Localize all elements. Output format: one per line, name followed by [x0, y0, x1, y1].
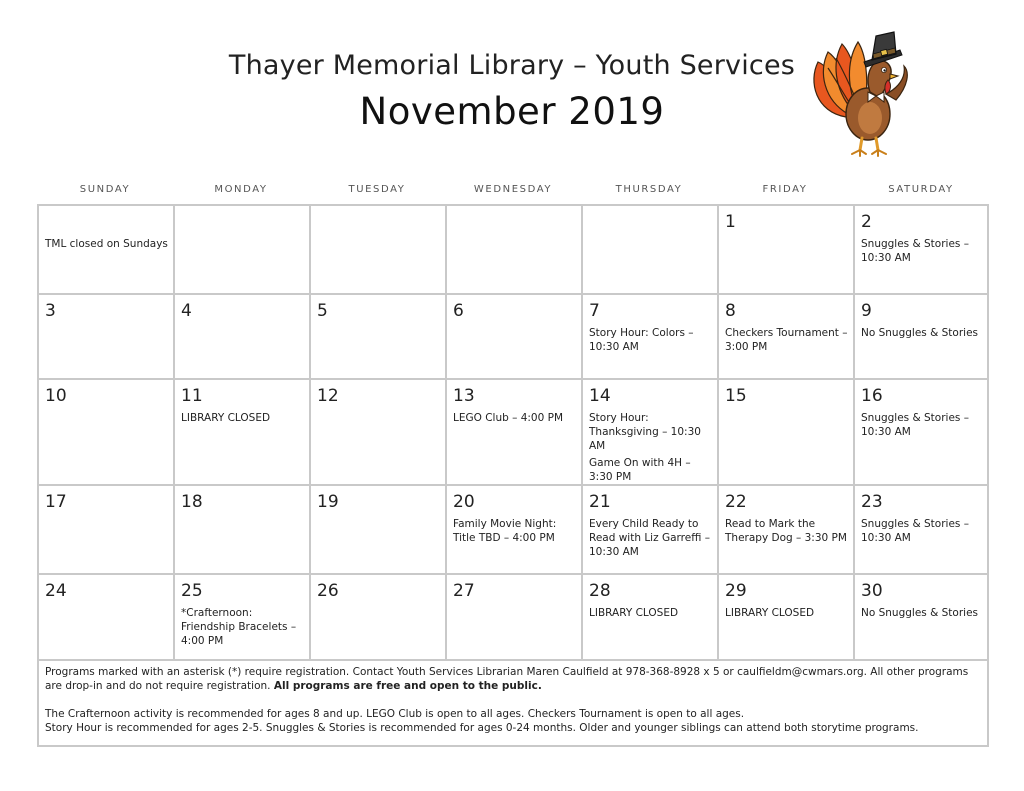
- day-cell: [582, 485, 718, 574]
- day-number: 13: [453, 386, 475, 406]
- day-cell: [718, 485, 854, 574]
- event-text: Snuggles & Stories – 10:30 AM: [861, 518, 969, 544]
- day-number: 20: [453, 492, 475, 512]
- day-number: 2: [861, 212, 872, 232]
- day-cell: [446, 379, 582, 485]
- day-cell: [446, 574, 582, 660]
- day-cell: [854, 379, 988, 485]
- week-row: [38, 294, 988, 379]
- day-cell: [718, 379, 854, 485]
- weekday-header-tuesday: TUESDAY: [348, 184, 406, 195]
- event-text: Story Hour: Colors – 10:30 AM: [589, 327, 694, 353]
- day-cell: [174, 379, 310, 485]
- day-number: 4: [181, 301, 192, 321]
- weekday-header-friday: FRIDAY: [762, 184, 808, 195]
- day-cell: [38, 294, 174, 379]
- day-number: 16: [861, 386, 883, 406]
- notes-row: [38, 660, 988, 746]
- event-text: Snuggles & Stories – 10:30 AM: [861, 238, 969, 264]
- week-row: [38, 379, 988, 485]
- event-text: *Crafternoon: Friendship Bracelets – 4:00 PM: [181, 607, 297, 647]
- day-cell: [38, 379, 174, 485]
- day-cell: [718, 574, 854, 660]
- day-cell: [38, 574, 174, 660]
- day-number: 17: [45, 492, 67, 512]
- day-cell: [718, 294, 854, 379]
- day-number: 9: [861, 301, 872, 321]
- event-text: No Snuggles & Stories: [861, 607, 979, 619]
- day-cell: [582, 294, 718, 379]
- day-number: 3: [45, 301, 56, 321]
- weekday-header-sunday: SUNDAY: [79, 184, 131, 195]
- day-cell-empty: [582, 205, 718, 294]
- day-number: 26: [317, 581, 339, 601]
- event-text: Checkers Tournament – 3:00 PM: [725, 327, 848, 353]
- day-cell: [854, 485, 988, 574]
- week-row: [38, 485, 988, 574]
- week-row: [38, 574, 988, 660]
- event-text: No Snuggles & Stories: [861, 327, 979, 339]
- day-number: 19: [317, 492, 339, 512]
- closed-note: TML closed on Sundays: [45, 238, 168, 250]
- day-number: 30: [861, 581, 883, 601]
- event-text: LIBRARY CLOSED: [725, 607, 815, 619]
- program-notes: [39, 661, 987, 741]
- registration-text: Programs marked with an asterisk (*) require registration. Contact Youth Services Librarian Maren Caulfield at 978-368-8928 x 5 or caulfieldm@cwmars.org. All other programs are drop-in and do not require registration.: [45, 666, 969, 692]
- free-programs-note: All programs are free and open to the public.: [273, 680, 542, 692]
- ages-note-1: The Crafternoon activity is recommended for ages 8 and up. LEGO Club is open to all ages. Checkers Tournament is open to all ages.: [45, 708, 745, 720]
- day-cell: [854, 205, 988, 294]
- weekday-header-monday: MONDAY: [214, 184, 268, 195]
- registration-note: [45, 665, 981, 693]
- week-row: [38, 205, 988, 294]
- day-number: 10: [45, 386, 67, 406]
- day-cell: [310, 294, 446, 379]
- month-heading: November 2019: [359, 90, 665, 133]
- day-number: 18: [181, 492, 203, 512]
- day-cell: [174, 485, 310, 574]
- day-cell: [38, 485, 174, 574]
- weekday-header-thursday: THURSDAY: [615, 184, 683, 195]
- day-number: 6: [453, 301, 464, 321]
- event-text: Snuggles & Stories – 10:30 AM: [861, 412, 969, 438]
- day-number: 1: [725, 212, 736, 232]
- day-number: 5: [317, 301, 328, 321]
- library-title: Thayer Memorial Library – Youth Services: [228, 50, 796, 81]
- day-cell: [582, 379, 718, 485]
- weekday-header-saturday: SATURDAY: [888, 184, 954, 195]
- event-text: Story Hour: Thanksgiving – 10:30 AM: [589, 412, 701, 452]
- day-number: 29: [725, 581, 747, 601]
- day-number: 24: [45, 581, 67, 601]
- event-text: Family Movie Night: Title TBD – 4:00 PM: [453, 518, 557, 544]
- event-text: Game On with 4H – 3:30 PM: [589, 457, 691, 483]
- day-number: 15: [725, 386, 747, 406]
- day-number: 28: [589, 581, 611, 601]
- day-cell: [310, 574, 446, 660]
- event-text: Read to Mark the Therapy Dog – 3:30 PM: [725, 518, 847, 544]
- day-cell: [854, 294, 988, 379]
- day-number: 23: [861, 492, 883, 512]
- ages-note-2: Story Hour is recommended for ages 2-5. Snuggles & Stories is recommended for ages 0-24 months. Older and younger siblings can attend both storytime programs.: [45, 722, 919, 734]
- day-number: 22: [725, 492, 747, 512]
- day-number: 8: [725, 301, 736, 321]
- day-number: 7: [589, 301, 600, 321]
- event-text: LIBRARY CLOSED: [589, 607, 679, 619]
- day-cell-empty: [174, 205, 310, 294]
- day-cell: [174, 574, 310, 660]
- event-text: LEGO Club – 4:00 PM: [453, 412, 564, 424]
- day-number: 11: [181, 386, 203, 406]
- day-cell: [446, 485, 582, 574]
- day-cell: [446, 294, 582, 379]
- day-number: 14: [589, 386, 611, 406]
- day-cell: [854, 574, 988, 660]
- turkey-pilgrim-hat-icon: [806, 22, 926, 157]
- day-cell: [718, 205, 854, 294]
- calendar-grid: [37, 204, 989, 747]
- day-cell-empty: [446, 205, 582, 294]
- day-number: 25: [181, 581, 203, 601]
- day-cell-empty: [310, 205, 446, 294]
- day-cell: [582, 574, 718, 660]
- day-number: 27: [453, 581, 475, 601]
- notes-cell: [38, 660, 988, 746]
- day-cell: [310, 485, 446, 574]
- weekday-header-wednesday: WEDNESDAY: [473, 184, 553, 195]
- event-text: Every Child Ready to Read with Liz Garreffi – 10:30 AM: [589, 518, 710, 558]
- event-text: LIBRARY CLOSED: [181, 412, 271, 424]
- day-number: 21: [589, 492, 611, 512]
- day-cell: [38, 205, 174, 294]
- day-number: 12: [317, 386, 339, 406]
- day-cell: [174, 294, 310, 379]
- day-cell: [310, 379, 446, 485]
